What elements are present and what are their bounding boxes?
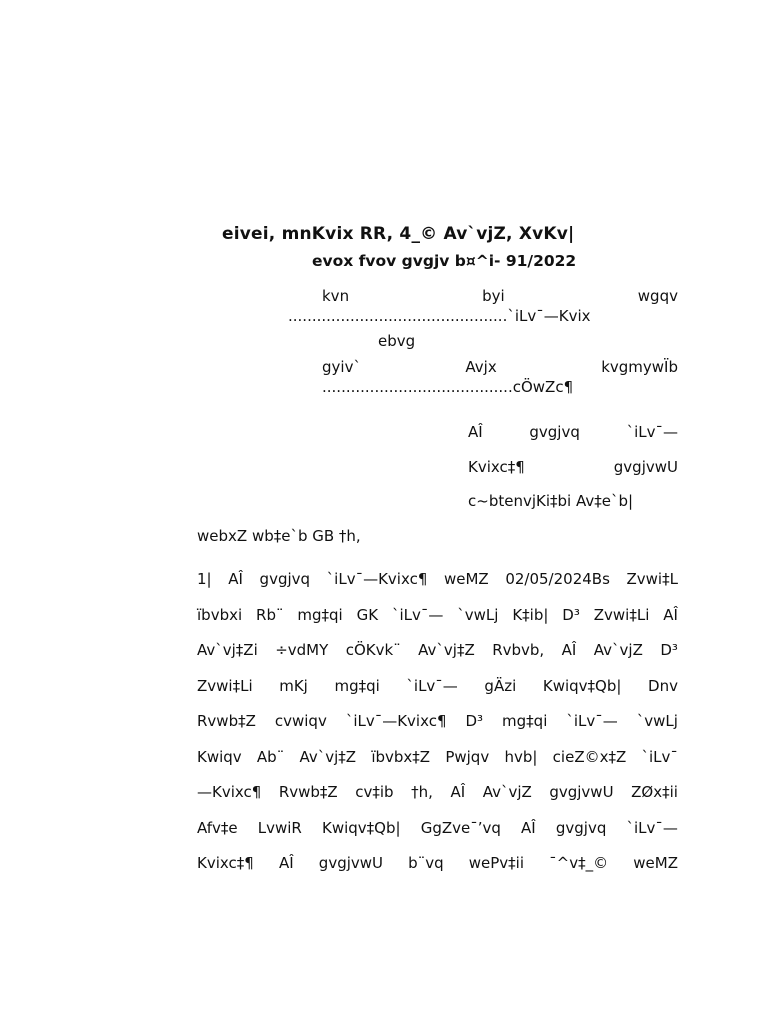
body-word: cieZ©x‡Z [552,748,627,766]
body-word: gvgjvq [259,570,311,588]
body-word: D³ [562,606,580,624]
body-word: cÖKvk¨ [345,641,401,659]
subject-line-1 [468,423,678,441]
body-word: Pwjqv [445,748,490,766]
body-word: Rvwb‡Z [197,712,256,730]
body-word: Zvwi‡Li [197,677,253,695]
body-word: `vwLj [457,606,499,624]
body-line [197,641,678,659]
body-line [197,677,678,695]
body-word: weMZ [443,570,489,588]
body-word: Rvwb‡Z [278,783,338,801]
body-line [197,854,678,872]
body-word: 02/05/2024Bs [505,570,610,588]
subject-word: Kvixc‡¶ [468,458,525,476]
body-word: `iLv¯ [641,748,678,766]
body-word: gvgjvwU [549,783,614,801]
body-line [197,606,678,624]
body-word: AÎ [278,854,294,872]
body-word: GK [356,606,379,624]
salutation: webxZ wb‡e`b GB †h, [197,527,361,545]
subject-word: gvgjvq [529,423,580,441]
body-word: Zvwi‡Li [593,606,650,624]
body-word: hvb| [504,748,538,766]
body-word: Av`vj‡Z [299,748,357,766]
body-word: mg‡qi [297,606,343,624]
petitioner-word: kvn [322,287,350,305]
body-word: Afv‡e [197,819,238,837]
body-word: Rb¨ [256,606,284,624]
body-line [197,783,678,801]
body-word: Kwiqv [197,748,242,766]
body-word: Av`vjZ [482,783,532,801]
body-word: Dnv [648,677,678,695]
body-word: AÎ [228,570,243,588]
body-word: Av`vj‡Z [418,641,475,659]
petitioner-name [322,287,678,305]
case-number-line: evox fvov gvgjv b¤^i- 91/2022 [312,252,577,270]
body-word: gvgjvwU [318,854,384,872]
subject-word: gvgjvwU [613,458,678,476]
respondent-word: gyiv` [322,358,361,376]
respondent-role: ........................................cÖwZc¶ [322,378,574,396]
body-word: ïbvbxi [197,606,243,624]
body-word: mg‡qi [334,677,380,695]
body-word: †h, [411,783,433,801]
subject-word: `iLv¯— [626,423,678,441]
body-word: wePv‡ii [468,854,525,872]
subject-line-2 [468,458,678,476]
body-word: D³ [465,712,484,730]
body-word: Av`vjZ [593,641,643,659]
body-word: `iLv¯—Kvixc¶ [326,570,428,588]
respondent-name [322,358,678,376]
body-word: gÄzi [484,677,517,695]
body-word: AÎ [521,819,536,837]
body-word: D³ [660,641,678,659]
body-word: Av`vj‡Zi [197,641,258,659]
body-word: `vwLj [636,712,678,730]
body-word: Ab¨ [256,748,285,766]
body-word: AÎ [561,641,577,659]
body-word: ¯^v‡_© [549,854,609,872]
respondent-word: Avjx [465,358,497,376]
body-word: Kwiqv‡Qb| [322,819,401,837]
body-word: AÎ [450,783,466,801]
body-word: ZØx‡ii [631,783,678,801]
petitioner-role: ..............................................`iLv¯—Kvix [288,307,591,325]
body-line [197,819,678,837]
body-word: `iLv¯— [566,712,618,730]
body-word: Kwiqv‡Qb| [542,677,622,695]
body-word: `iLv¯— [406,677,458,695]
body-word: LvwiR [257,819,302,837]
versus-label: ebvg [378,332,416,350]
body-word: mg‡qi [502,712,548,730]
body-word: `iLv¯— [626,819,678,837]
body-word: AÎ [663,606,678,624]
body-word: `iLv¯—Kvixc¶ [345,712,447,730]
petitioner-word: wgqv [637,287,678,305]
body-line [197,712,678,730]
body-line [197,570,678,588]
body-word: 1| [197,570,212,588]
body-word: Kvixc‡¶ [197,854,254,872]
body-word: weMZ [633,854,678,872]
body-line [197,748,678,766]
body-word: `iLv¯— [391,606,444,624]
body-word: GgZve¯’vq [420,819,501,837]
subject-word: AÎ [468,423,483,441]
body-word: —Kvixc¶ [197,783,262,801]
subject-line-3: c~btenvjKi‡bi Av‡e`b| [468,492,634,510]
body-word: b¨vq [408,854,444,872]
body-word: ïbvbx‡Z [371,748,431,766]
petitioner-word: byi [482,287,505,305]
respondent-word: kvgmywÏb [601,358,678,376]
body-word: Rvbvb, [492,641,545,659]
document-title: eivei, mnKvix RR, 4_© Av`vjZ, XvKv| [222,224,575,244]
body-word: K‡ib| [512,606,549,624]
body-word: Zvwi‡L [626,570,678,588]
body-word: cv‡ib [355,783,394,801]
body-word: gvgjvq [555,819,607,837]
body-word: mKj [279,677,308,695]
body-word: cvwiqv [274,712,327,730]
body-word: ÷vdMY [275,641,329,659]
